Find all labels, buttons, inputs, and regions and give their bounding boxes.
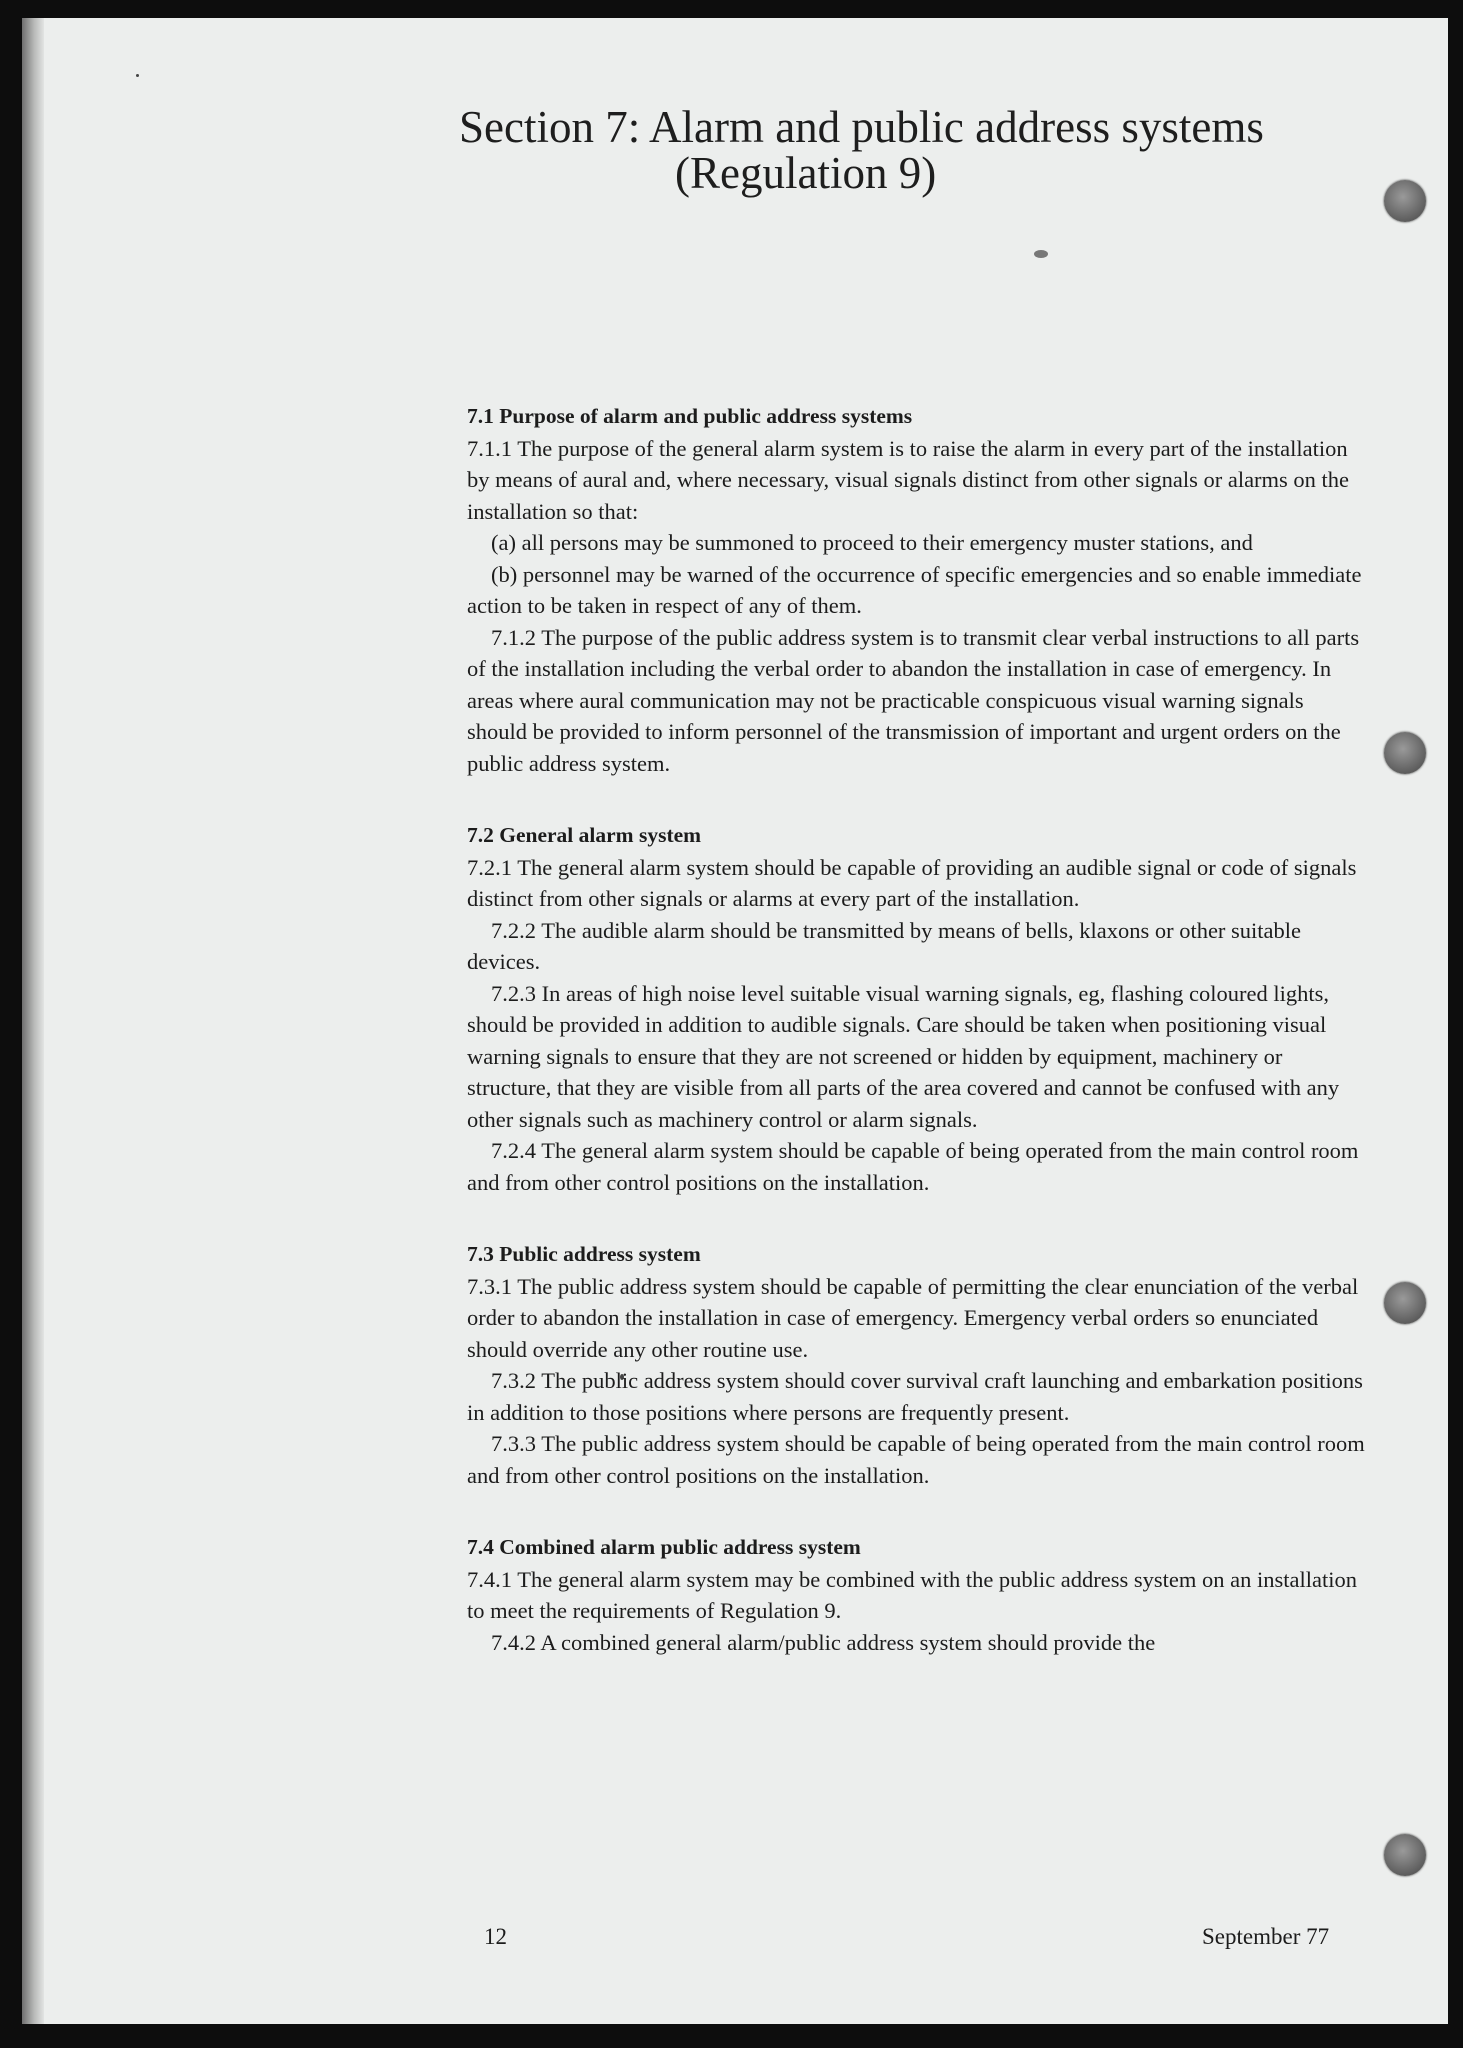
punch-hole (1384, 180, 1426, 222)
footer-date: September 77 (1202, 1924, 1330, 1949)
punch-hole (1384, 1282, 1426, 1324)
page-number: 12 (484, 1924, 507, 1949)
section-7-3 (467, 1239, 1367, 1491)
paragraph: (b) personnel may be warned of the occurrence of specific emergencies and so enable immediate action to be taken in respect of any of them. (467, 561, 1362, 618)
section-heading: 7.2 General alarm system (467, 823, 702, 847)
punch-hole (1384, 732, 1426, 774)
paragraph: 7.2.1 The general alarm system should be capable of providing an audible signal or code of signals distinct from other signals or alarms at every part of the installation. (467, 854, 1357, 911)
paragraph: 7.3.3 The public address system should be capable of being operated from the main control room and from other control positions on the installation. (467, 1431, 1365, 1488)
title-line-1: Section 7: Alarm and public address systems (459, 102, 1264, 152)
paragraph: 7.3.1 The public address system should be capable of permitting the clear enunciation of the verbal order to abandon the installation in case of emergency. Emergency verbal orders so enunciated should override any other routine use. (467, 1273, 1359, 1362)
section-7-2 (467, 820, 1367, 1198)
document-body (467, 401, 1367, 1658)
paragraph: 7.1.2 The purpose of the public address system is to transmit clear verbal instructions to all parts of the installation including the verbal order to abandon the installation in case of emergency. In areas where aural communication may not be practicable conspicuous visual warning signals should be provided to inform personnel of the transmission of important and urgent orders on the public address system. (467, 624, 1360, 776)
title-line-2: (Regulation 9) (675, 148, 937, 198)
paragraph: (a) all persons may be summoned to proceed to their emergency muster stations, and (491, 530, 1253, 555)
punch-hole (1384, 1834, 1426, 1876)
section-7-4 (467, 1532, 1367, 1658)
page-title (459, 104, 1359, 196)
section-heading: 7.3 Public address system (467, 1242, 701, 1266)
paragraph: 7.4.1 The general alarm system may be combined with the public address system on an installation to meet the requirements of Regulation 9. (467, 1566, 1358, 1623)
section-heading: 7.4 Combined alarm public address system (467, 1535, 861, 1559)
section-heading: 7.1 Purpose of alarm and public address systems (467, 404, 913, 428)
paragraph: 7.2.3 In areas of high noise level suitable visual warning signals, eg, flashing coloured lights, should be provided in addition to audible signals. Care should be taken when positioning visual warning signals to ensure that they are not screened or hidden by equipment, machinery or structure, that they are visible from all parts of the area covered and cannot be confused with any other signals such as machinery control or alarm signals. (467, 980, 1340, 1132)
paragraph: 7.2.2 The audible alarm should be transmitted by means of bells, klaxons or other suitable devices. (467, 917, 1302, 974)
paragraph: 7.4.2 A combined general alarm/public address system should provide the (491, 1629, 1156, 1655)
section-7-1 (467, 401, 1367, 779)
scan-speck (1034, 250, 1048, 258)
paragraph: 7.2.4 The general alarm system should be capable of being operated from the main control room and from other control positions on the installation. (467, 1138, 1359, 1195)
binding-edge (22, 18, 44, 2024)
document-page (22, 18, 1448, 2024)
paragraph: 7.3.2 The public address system should cover survival craft launching and embarkation positions in addition to those positions where persons are frequently present. (467, 1368, 1363, 1425)
paragraph: 7.1.1 The purpose of the general alarm system is to raise the alarm in every part of the installation by means of aural and, where necessary, visual signals distinct from other signals or alarms on the installation so that: (467, 435, 1350, 524)
scan-speck (136, 74, 139, 77)
